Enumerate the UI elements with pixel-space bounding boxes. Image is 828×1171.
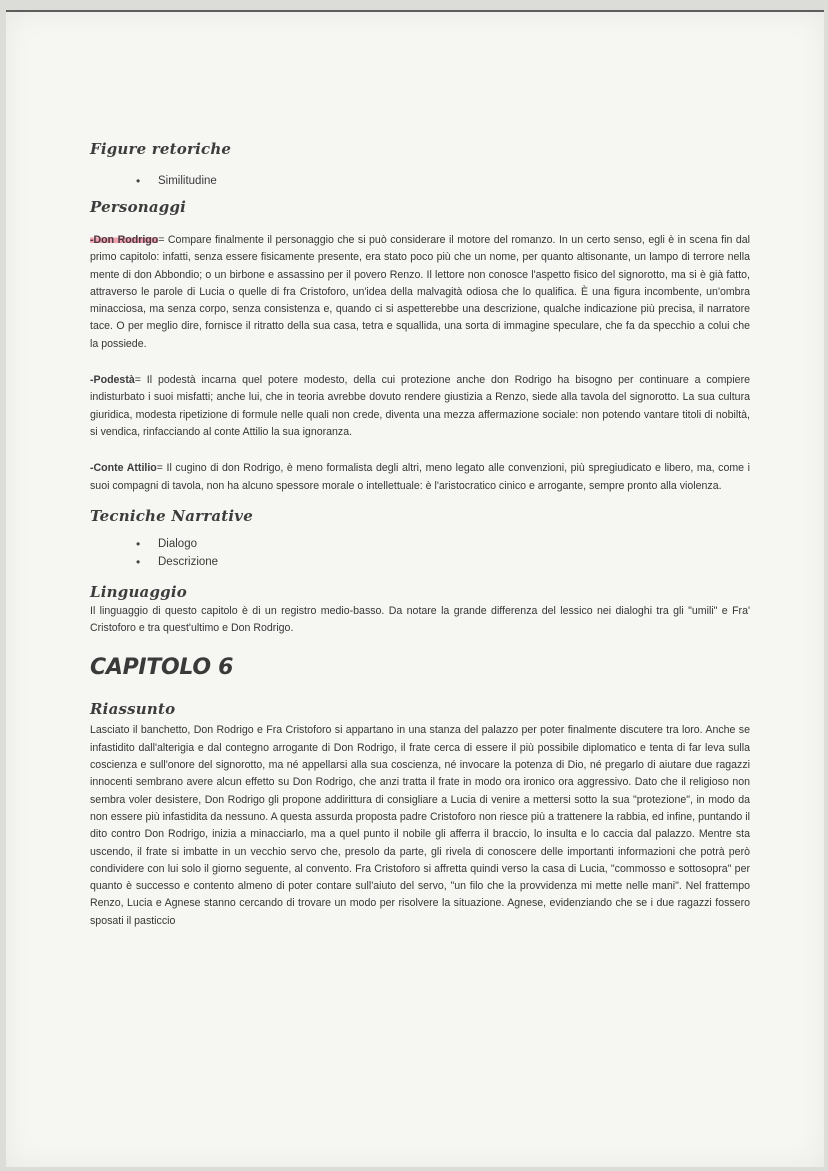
text-conte-attilio: = Il cugino di don Rodrigo, è meno formalista degli altri, meno legato alle convenzioni, più spregiudicato e libero, ma, come i suoi compagni di tavola, non ha alcuno spessore morale o intellettuale: è l'aristocratico cinico e arrogante, sempre pronto alla violenza.	[90, 462, 750, 492]
list-item: • Descrizione	[158, 553, 750, 571]
term-don-rodrigo: -Don Rodrigo	[90, 234, 159, 246]
page-content	[90, 140, 750, 930]
paragraph-conte-attilio	[90, 460, 750, 495]
tecniche-list	[90, 535, 750, 571]
text-podesta: = Il podestà incarna quel potere modesto, della cui protezione anche don Rodrigo ha bisogno per continuare a compiere indisturbato i suoi misfatti; anche lui, che in teoria avrebbe dovuto rendere giustizia a Renzo, siede alla tavola del signorotto. La sua cultura giuridica, modesta ripetizione di formule nelle quali non crede, diventa una mezza affermazione sociale: non potendo vantare titoli di nobiltà, si vendica, rinfacciando al conte Attilio la sua ignoranza.	[90, 374, 750, 438]
heading-figure-retoriche: Figure retoriche	[90, 140, 232, 158]
heading-riassunto: Riassunto	[90, 700, 176, 719]
paragraph-riassunto: Lasciato il banchetto, Don Rodrigo e Fra Cristoforo si appartano in una stanza del palazzo per poter finalmente discutere tra loro. Anche se infastidito dall'alterigia e dal contegno arrogante di Don Rodrigo, il frate cerca di essere il più possibile diplomatico e tenta di far leva sulla coscienza e sull'onore del signorotto, ma né appellarsi alla sua coscienza, né invocare la potenza di Dio, né pregarlo di aiutare due ragazzi innocenti sembrano avere alcun effetto su Don Rodrigo, che anzi tratta il frate in modo ora ironico ora aggressivo. Dato che il religioso non sembra voler desistere, Don Rodrigo gli propone addirittura di consigliare a Lucia di venire a mettersi sotto la sua "protezione", in modo da non essere più infastidita da nessuno. A questa assurda proposta padre Cristoforo non riesce più a trattenere la rabbia, ed infine, puntando il dito contro Don Rodrigo, inizia a minacciarlo, ma a quel punto il nobile gli afferra il braccio, lo insulta e lo caccia dal palazzo. Mentre sta uscendo, il frate si imbatte in un vecchio servo che, presolo da parte, gli rivela di conoscere delle importanti informazioni che potrà però condividere con lui solo il giorno seguente, al convento. Fra Cristoforo si affretta quindi verso la casa di Lucia, "commosso e sottosopra" per quanto è successo e contento almeno di poter contare sull'aiuto del servo, "un filo che la provvidenza mi mette nelle mani". Nel frattempo Renzo, Lucia e Agnese stanno cercando di trovare un modo per risolvere la situazione. Agnese, evidenziando che se i due ragazzi fossero sposati il pasticcio	[90, 724, 750, 927]
figure-retoriche-list	[90, 172, 750, 190]
heading-personaggi: Personaggi	[90, 198, 187, 216]
paragraph-don-rodrigo	[90, 232, 750, 353]
text-don-rodrigo: = Compare finalmente il personaggio che si può considerare il motore del romanzo. In un certo senso, egli è in scena fin dal primo capitolo: infatti, senza essere fisicamente presente, era stato poco più che un nome, per quanto altisonante, un lampo di terrore nella mente di don Abbondio; o un birbone e assassino per il povero Renzo. Il lettore non conosce l'aspetto fisico del signorotto, ma si è già fatto, attraverso le parole di Lucia o quelle di fra Cristoforo, un'idea della malvagità odiosa che lo qualifica. È una figura incombente, un'ombra minacciosa, ma senza corpo, senza consistenza e, quando ci si aspetterebbe una descrizione, qualche indicazione più precisa, il narratore tace. O per meglio dire, fornisce il ritratto della sua casa, tetra e squallida, una sorta di immagine speculare, che fa da specchio a colui che la possiede.	[90, 234, 750, 350]
heading-linguaggio: Linguaggio	[90, 582, 187, 601]
chapter-title: CAPITOLO 6	[90, 655, 234, 681]
term-conte-attilio: -Conte Attilio	[90, 462, 157, 475]
document-page	[6, 10, 824, 1167]
heading-tecniche-narrative: Tecniche Narrative	[90, 506, 253, 525]
term-podesta: -Podestà	[90, 374, 135, 387]
paragraph-linguaggio: Il linguaggio di questo capitolo è di un registro medio-basso. Da notare la grande differenza del lessico nei dialoghi tra gli "umili" e Fra' Cristoforo e tra quest'ultimo e Don Rodrigo.	[90, 604, 750, 635]
list-item: • Similitudine	[158, 172, 750, 190]
list-item: • Dialogo	[158, 535, 750, 553]
paragraph-podesta	[90, 372, 750, 441]
